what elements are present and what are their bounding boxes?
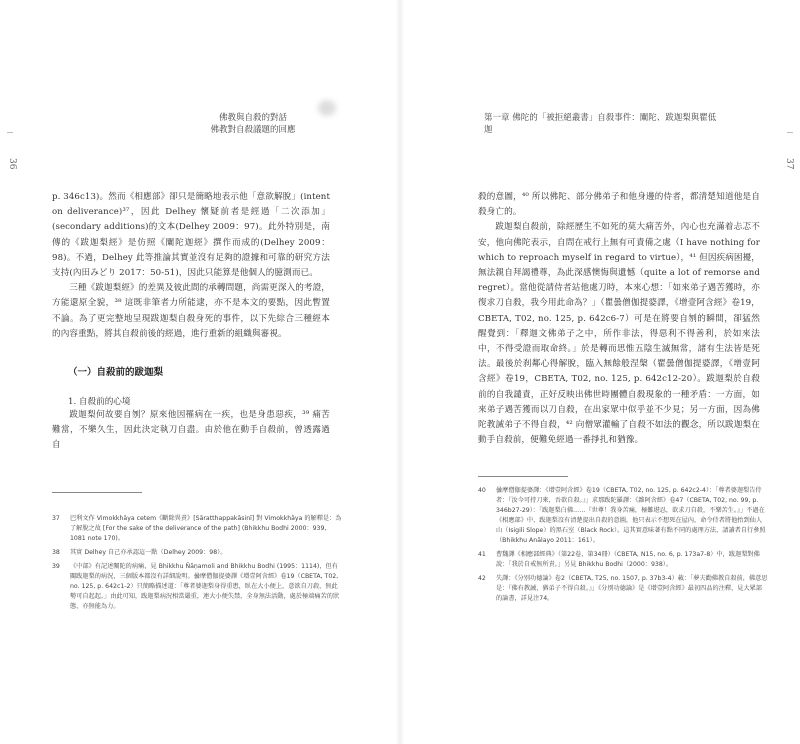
folio-tick xyxy=(7,132,13,133)
right-page xyxy=(400,0,800,744)
left-footnotes xyxy=(52,514,342,616)
footnote-text: 曹魏譯《相應部經典》（第22卷，第34冊）（CBETA, N15, no. 6, p. 173a7-8）中，跋迦梨對佛說：「我於自戒無所責。」另見 Bhikkhu Bodhi（2000：938）。 xyxy=(496,551,760,568)
paragraph: 跋迦梨自殺前，除經歷生不如死的莫大痛苦外，內心也充滿着忐忑不安，他向佛陀表示，自問在戒行上無有可責備之處（I have nothing for which to reproach myself in regard to virtue），⁴¹ 但因疾病困擾，無法親自拜謁禮尊，為此深感懊悔與遺憾（quite a lot of remorse and regret）。當他從請侍者站他處刀時，本來心想：「如來弟子遇苦獲時，亦復求刀自殺，我今用此命為？」（瞿曇僧伽提婆譯，《增壹阿含經》卷19，CBETA, T02, no. 125, p. 642c6-7）可是在將要自刎的瞬間，卻猛然醒覺到：「釋迦文佛弟子之中，所作非法，得惡利不得善利，於如來法中，不得受證而取命終。」於是轉而思惟五陰生滅無常，諸有生法皆是死法。最後於刹鄰心得解脫，臨入無餘般涅槃（瞿曇僧伽提婆譯，《增壹阿含經》卷19，CBETA, T02, no. 125, p. 642c12-20）。跋迦梨於自殺前的自我譴責，正好反映出佛世時團體自殺現象的一種矛盾：一方面，如來弟子遇苦獲而以刀自殺，在出家眾中似乎並不少見；另一方面，因為佛陀教誡弟子不得自殺，⁴² 向僧眾灌輸了自殺不如法的觀念，所以跋迦梨在動手自殺前，便難免經過一番掙扎和猶豫。 xyxy=(478,222,761,446)
running-head-line-1: 佛教與自殺的對話 xyxy=(218,113,287,123)
footnote xyxy=(52,562,342,612)
scan-smudge xyxy=(318,100,336,116)
footnote-number: 39 xyxy=(52,563,60,570)
footnote xyxy=(478,574,768,604)
footnote-text: 《中部》有記述闡陀的病痛，見 Bhikkhu Ñāṇamoli and Bhikkhu Bodhi (1995：1114)，但有關跋迦梨的病況，三個版本都沒有詳細說明。曇摩僧伽提婆譯《增壹阿含經》卷19（CBETA, T02, no. 125, p. 642c1-2）只簡略描述道：「尊者婆迦梨身得重患，臥在大小便上，意欲自刀殺，無此勢可自起起。」由此可知，跋迦梨病況相當嚴重，連大小便失禁，全身無法活動，處於極端痛苦的狀態，亦無能為力。 xyxy=(70,563,340,610)
footnote xyxy=(478,550,768,570)
paragraph: p. 346c13)。然而《相應部》卻只是簡略地表示他「意欲解脫」(intent on deliverance)³⁷，因此 Delhey 懷疑前者是經過「二次添加」(secondary additions)的文本(Delhey 2009：97)。此外特別是，南傳的《跋迦梨經》是仿照《闡陀迦經》撰作而成的(Delhey 2009：98)。不過，Delhey 此等推論其實並沒有足夠的證據和可靠的研究方法支持(內田みどり 2017：50-51)，因此只能算是他個人的臆測而已。 xyxy=(52,192,330,279)
right-body-text xyxy=(478,190,760,448)
left-body-text xyxy=(52,190,330,342)
right-running-head: 第一章 佛陀的「被拒絕叢書」自殺事件：闡陀、跋迦梨與瞿低迦 xyxy=(484,113,717,135)
footnote-number: 40 xyxy=(478,487,486,494)
footnote-text: 曇摩僧伽提婆譯：《增壹阿含經》卷19（CBETA, T02, no. 125, p. 642c2-4）：「尊者婆迦梨告侍者：『汝今可持刀來，吾欲自殺。』」求那跋陀羅譯：《雜阿含經》卷47（CBETA, T02, no. 99, p. 346b27-29）：「跋迦梨白佛……『世尊！我身苦痛，極難堪忍，欲求刀自殺，不樂苦生。』」不過在《相應部》中，跋迦梨沒有清楚提出自殺的意圖，他只表示不想死在屋內，命令侍者將他抬到仙人山（Isigili Slope）的黑石室（Black Rock）。這其實意味著有點不同的處理方法，請讀者自行參照（Bhikkhu Anālayo 2011：161）。 xyxy=(496,487,766,544)
paragraph: 三種《跋迦梨經》的差異及彼此間的承轉問題，尚需更深入的考證，方能還原全貌，³⁸ 這既非筆者力所能逮，亦不是本文的要點，因此暫置不論。為了更完整地呈現跋迦梨自殺身死的事件，以下先綜合三種經本的內容重點，將其自殺前後的經過，進行重新的組織與審視。 xyxy=(52,283,331,339)
footnote-number: 37 xyxy=(52,515,60,522)
paragraph: 殺的意圖，⁴⁰ 所以佛陀、部分佛弟子和他身邊的侍者，都清楚知道他是自殺身亡的。 xyxy=(478,192,760,218)
footnote-text: 失譯：《分別功德論》卷2（CBETA, T25, no. 1507, p. 37b3-4）載：「夢夫勸佛教自殺前，佛意思是：『佛有教誡，猶弟子不得自殺。』」《分別功德論》是《增壹阿含經》最初四品的注釋，見大眾部的論書，詳見注74。 xyxy=(496,575,768,602)
footnote xyxy=(52,514,342,544)
footnote xyxy=(478,486,768,546)
right-footnotes xyxy=(478,486,768,608)
footnote-text: 其實 Delhey 自己亦承認這一點（Delhey 2009：98）。 xyxy=(70,549,227,556)
section-heading: （一）自殺前的跋迦梨 xyxy=(68,367,164,378)
subsection-heading: 1. 自殺前的心境 xyxy=(68,397,131,407)
left-page-number: 36 xyxy=(7,158,17,170)
running-head-line-2: 佛教對自殺議題的回應 xyxy=(210,125,296,135)
footnote xyxy=(52,548,342,558)
footnote-number: 38 xyxy=(52,549,60,556)
footnote-text: 巴利文作 Vimokkhāya cetem《斷除異責》[Sāratthappakāsinī] 對 Vimokkhāya 的解釋是：為了解脫之故 [For the sake of the deliverance of the path] (Bhikkhu Bodhi 2000：939, 1081 note 170)。 xyxy=(70,515,342,542)
folio-tick xyxy=(787,132,793,133)
left-body-text-2 xyxy=(52,408,330,454)
footnote-rule xyxy=(478,476,568,477)
left-running-head xyxy=(198,112,308,136)
footnote-number: 41 xyxy=(478,551,486,558)
footnote-number: 42 xyxy=(478,575,486,582)
footnote-rule xyxy=(52,492,142,493)
right-page-number: 37 xyxy=(784,158,794,170)
paragraph: 跋迦梨何故要自刎？原來他因罹病在一疾，也是身患惡疾，³⁹ 痛苦難當，不樂久生，因此決定執刀自盡。由於他在動手自殺前，曾透露過自 xyxy=(52,410,330,451)
